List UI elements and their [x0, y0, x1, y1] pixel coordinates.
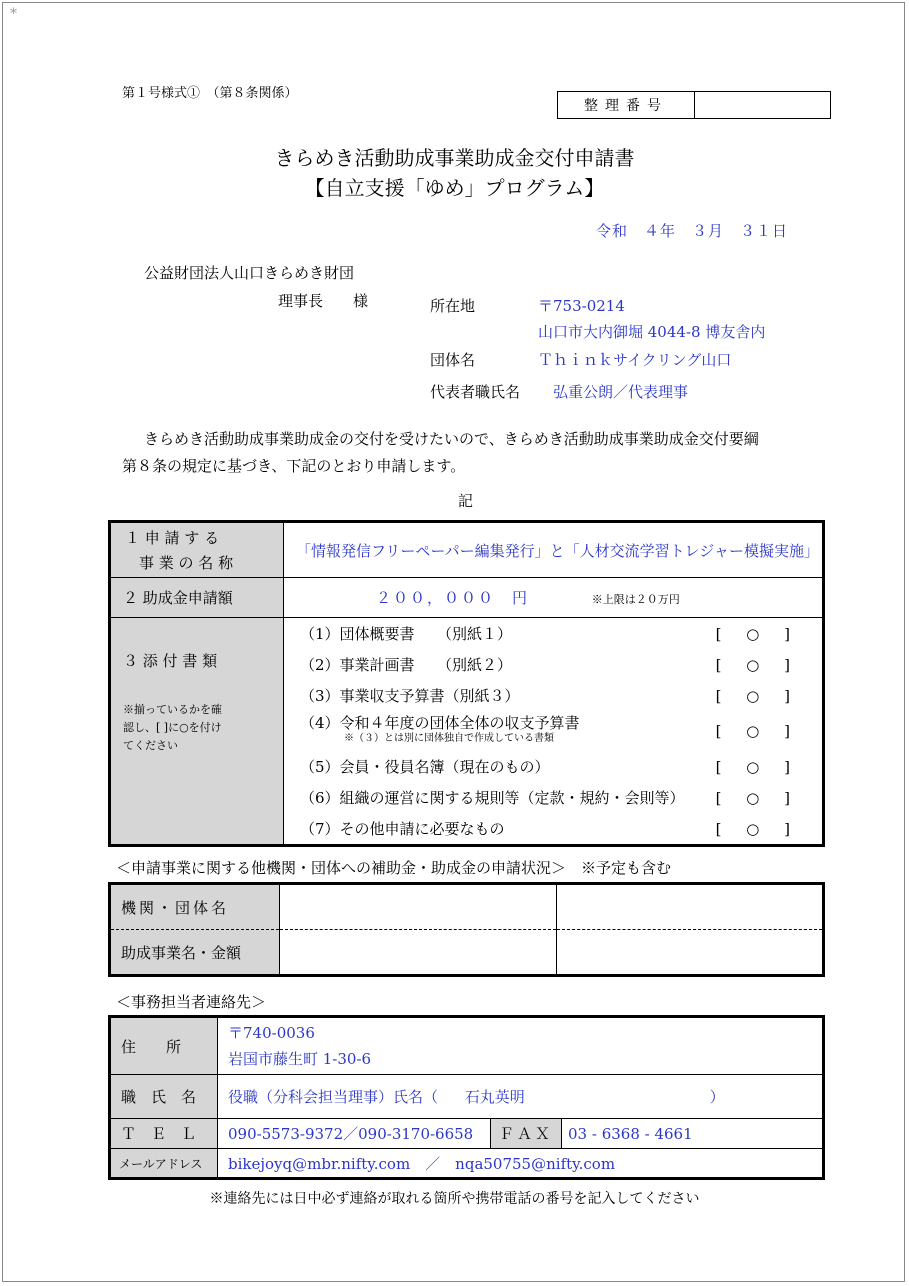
form-number: 第１号様式① （第８条関係） — [122, 86, 298, 101]
reference-number-label: 整理番号 — [558, 92, 695, 118]
contact-name[interactable]: 石丸英明 — [464, 1088, 525, 1106]
other-grants-org-cell-2[interactable] — [557, 884, 824, 930]
attachment-check[interactable]: [ ○ ] — [715, 686, 800, 705]
reference-number-box — [557, 91, 831, 119]
attachment-check[interactable]: [ ○ ] — [715, 722, 800, 740]
document-title: きらめき活動助成事業助成金交付申請書 — [274, 146, 635, 170]
project-name-label: １ 申 請 す る 事 業 の 名 称 — [110, 522, 284, 578]
attachment-check[interactable]: [ ○ ] — [715, 624, 800, 643]
recipient-title: 理事長 様 — [278, 292, 369, 310]
applicant-address-label: 所在地 — [430, 297, 476, 315]
applicant-address[interactable]: 山口市大内御堀 4044-8 博友舎内 — [538, 323, 766, 341]
attachment-item: （5）会員・役員名簿（現在のもの） [ ○ ] — [300, 757, 800, 776]
attachment-check[interactable]: [ ○ ] — [715, 757, 800, 776]
contact-name-label: 職 氏 名 — [110, 1075, 218, 1119]
corner-mark: * — [10, 6, 17, 22]
amount-value[interactable]: ２００，０００ 円 — [376, 589, 530, 607]
other-grants-project-cell-1[interactable] — [280, 930, 557, 976]
other-grants-heading: ＜申請事業に関する他機関・団体への補助金・助成金の申請状況＞ ※予定も含む — [116, 859, 672, 877]
application-table — [108, 520, 825, 847]
attachment-item: （2）事業計画書 （別紙２） [ ○ ] — [300, 655, 800, 674]
attachments-note: ※揃っているかを確 認し、[ ]に○を付け てください — [123, 703, 222, 752]
document-subtitle: 【自立支援「ゆめ」プログラム】 — [304, 176, 605, 200]
recipient-org: 公益財団法人山口きらめき財団 — [144, 264, 355, 282]
attachment-check[interactable]: [ ○ ] — [715, 788, 800, 807]
intro-text-line2: 第８条の規定に基づき、下記のとおり申請します。 — [122, 457, 466, 475]
applicant-org-label: 団体名 — [430, 351, 476, 369]
contact-postal[interactable]: 〒740-0036 — [228, 1024, 315, 1042]
other-grants-project-label: 助成事業名・金額 — [110, 930, 280, 976]
attachments-label: ３ 添 付 書 類 — [123, 652, 218, 670]
contact-name-cell: 役職（分科会担当理事）氏名（ 石丸英明 ） — [218, 1075, 824, 1119]
contact-fax-label: ＦＡＸ — [491, 1119, 562, 1149]
attachment-item: （4）令和４年度の団体全体の収支予算書 ※（３）とは別に団体独自で作成している書類 [ ○ ] — [300, 711, 822, 751]
attachment-sub-note: ※（３）とは別に団体独自で作成している書類 — [344, 733, 554, 744]
contact-table — [108, 1015, 825, 1180]
contact-tel[interactable]: 090-5573-9372／090-3170-6658 — [218, 1119, 491, 1149]
application-date[interactable]: 令和 ４年 ３月 ３１日 — [596, 222, 789, 240]
intro-text-line1: きらめき活動助成事業助成金の交付を受けたいので、きらめき活動助成事業助成金交付要綱 — [144, 430, 759, 448]
other-grants-org-label: 機関・団体名 — [110, 884, 280, 930]
contact-heading: ＜事務担当者連絡先＞ — [116, 993, 267, 1011]
contact-mail-label: メールアドレス — [110, 1149, 218, 1179]
contact-mail[interactable]: bikejoyq@mbr.nifty.com ／ nqa50755@nifty.com — [218, 1149, 824, 1179]
applicant-org[interactable]: Ｔｈｉｎｋサイクリング山口 — [538, 351, 732, 369]
attachment-item: （3）事業収支予算書（別紙３） [ ○ ] — [300, 686, 800, 705]
amount-label: ２ 助成金申請額 — [110, 578, 284, 618]
amount-cell — [284, 578, 824, 618]
footnote: ※連絡先には日中必ず連絡が取れる箇所や携帯電話の番号を記入してください — [209, 1191, 700, 1207]
attachment-check[interactable]: [ ○ ] — [715, 655, 800, 674]
amount-note: ※上限は２０万円 — [591, 593, 680, 606]
attachment-check[interactable]: [ ○ ] — [715, 819, 800, 838]
applicant-postal[interactable]: 〒753-0214 — [538, 297, 625, 315]
other-grants-table — [108, 882, 825, 977]
other-grants-project-cell-2[interactable] — [557, 930, 824, 976]
attachment-item: （6）組織の運営に関する規則等（定款・規約・会則等） [ ○ ] — [300, 788, 800, 807]
contact-address-label: 住 所 — [110, 1017, 218, 1075]
attachment-item: （1）団体概要書 （別紙１） [ ○ ] — [300, 624, 800, 643]
contact-tel-label: Ｔ Ｅ Ｌ — [110, 1119, 218, 1149]
attachments-list — [284, 618, 824, 846]
other-grants-org-cell-1[interactable] — [280, 884, 557, 930]
attachments-label-cell — [110, 618, 284, 846]
ki-marker: 記 — [458, 492, 474, 510]
contact-address[interactable]: 岩国市藤生町 1-30-6 — [228, 1050, 372, 1068]
applicant-rep-label: 代表者職氏名 — [430, 383, 521, 401]
project-name-value[interactable]: 「情報発信フリーペーパー編集発行」と「人材交流学習トレジャー模擬実施」 — [284, 522, 824, 578]
attachment-item: （7）その他申請に必要なもの [ ○ ] — [300, 819, 800, 838]
contact-fax[interactable]: 03 - 6368 - 4661 — [562, 1119, 824, 1149]
applicant-rep[interactable]: 弘重公朗／代表理事 — [553, 383, 689, 401]
contact-address-cell — [218, 1017, 824, 1075]
